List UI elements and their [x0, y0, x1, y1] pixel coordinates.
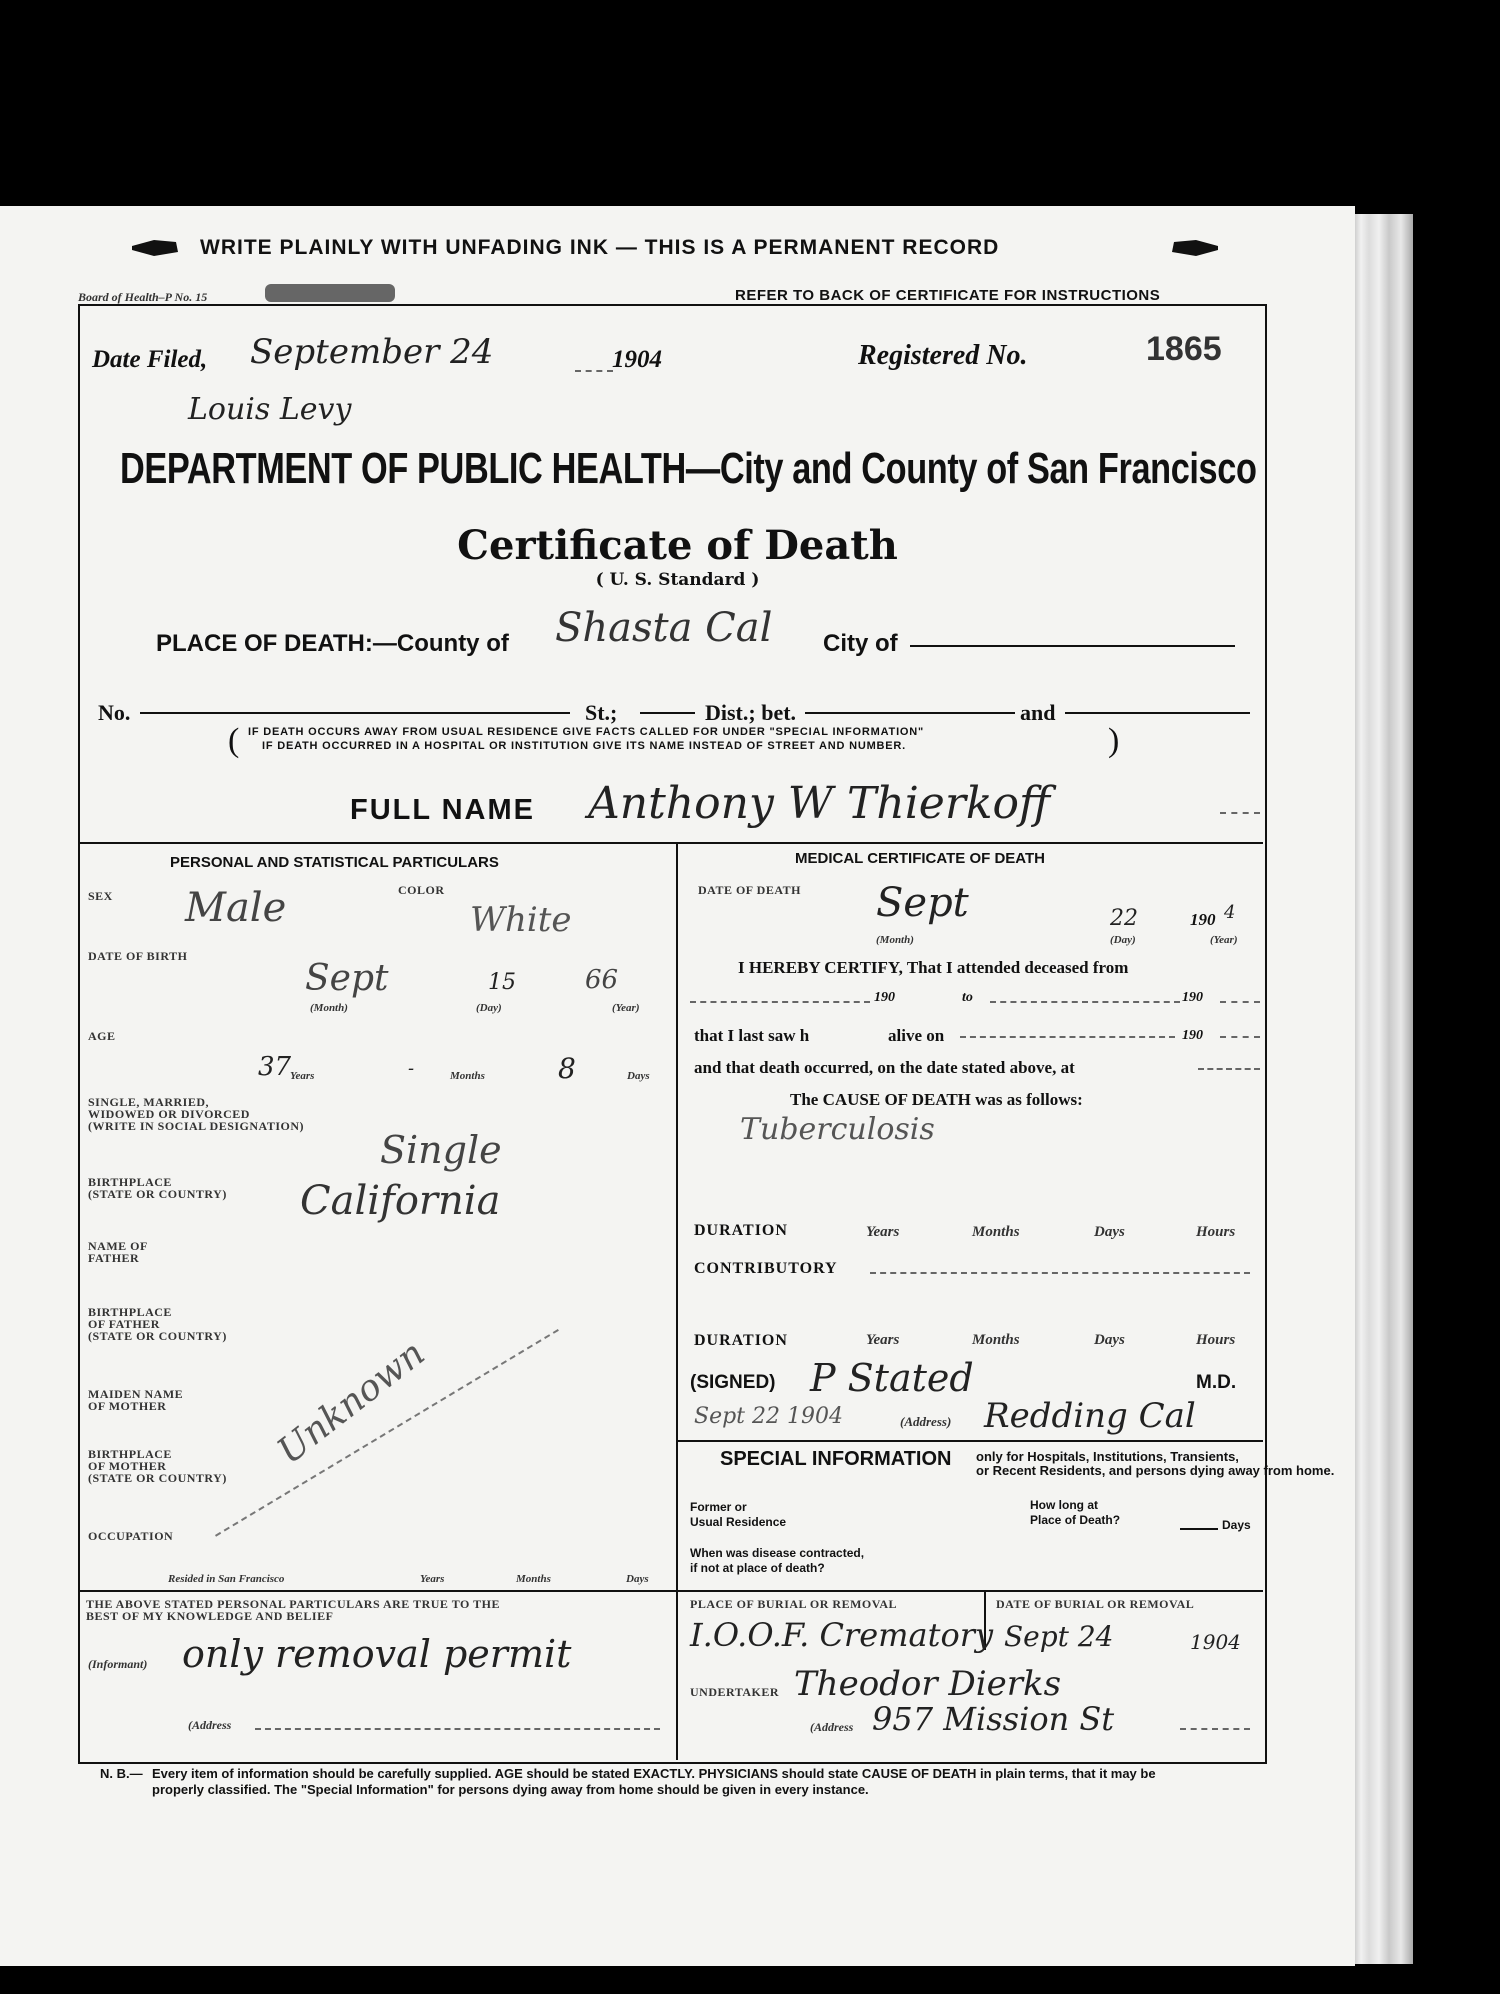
department-title: DEPARTMENT OF PUBLIC HEALTH—City and County of San Francisco	[120, 444, 1257, 493]
paren-open: (	[228, 722, 240, 759]
date-filed-value: September 24	[250, 332, 494, 372]
dob-month-label: (Month)	[310, 1002, 348, 1014]
resided-years-label: Years	[420, 1573, 445, 1585]
death-occurred-text: and that death occurred, on the date stated above, at	[694, 1058, 1075, 1077]
city-of-label: City of	[823, 630, 898, 657]
dod-year-prefix: 190	[1190, 910, 1216, 929]
banner-text: WRITE PLAINLY WITH UNFADING INK — THIS IS A PERMANENT RECORD	[200, 236, 1000, 259]
color-label: COLOR	[398, 883, 445, 897]
physician-address-label: (Address)	[900, 1414, 952, 1429]
duration-hours-2: Hours	[1196, 1332, 1236, 1348]
dod-day-label: (Day)	[1110, 934, 1136, 946]
dod-month-value: Sept	[876, 880, 969, 926]
age-days-value: 8	[558, 1052, 576, 1085]
alive-on-text: alive on	[888, 1026, 945, 1045]
special-info-heading: SPECIAL INFORMATION	[720, 1448, 952, 1470]
birthplace-label: BIRTHPLACE (STATE OR COUNTRY)	[88, 1175, 227, 1201]
marital-label: SINGLE, MARRIED, WIDOWED OR DIVORCED (WRITE IN SOCIAL DESIGNATION)	[88, 1095, 304, 1133]
attended-to-label: to	[962, 990, 973, 1005]
footnote-label: N. B.—	[100, 1766, 143, 1781]
footnote-text: Every item of information should be carefully supplied. AGE should be stated EXACTLY. PHYSICIANS should state CAUSE OF DEATH in plain terms, that it may be properly classified. The "Special Information" for persons dying away from home should be given in every instance.	[152, 1766, 1156, 1797]
signed-date: Sept 22 1904	[694, 1404, 843, 1429]
district-label: Dist.; bet.	[705, 700, 797, 725]
street-no-label: No.	[98, 700, 131, 725]
residence-note-2: IF DEATH OCCURRED IN A HOSPITAL OR INSTITUTION GIVE ITS NAME INSTEAD OF STREET AND NUMBER.	[262, 740, 907, 752]
cause-text: The CAUSE OF DEATH was as follows:	[790, 1090, 1083, 1109]
full-name-value: Anthony W Thierkoff	[588, 778, 1051, 829]
undertaker-address-value: 957 Mission St	[872, 1700, 1115, 1738]
printer-seal-icon	[265, 284, 395, 302]
informant-statement: THE ABOVE STATED PERSONAL PARTICULARS ARE TRUE TO THE BEST OF MY KNOWLEDGE AND BELIEF	[86, 1597, 500, 1623]
duration-months-1: Months	[972, 1224, 1020, 1240]
form-number: Board of Health–P No. 15	[78, 290, 208, 304]
md-label: M.D.	[1196, 1372, 1237, 1393]
how-long-days-label: Days	[1222, 1518, 1251, 1532]
dob-month-value: Sept	[305, 958, 389, 999]
burial-date-label: DATE OF BURIAL OR REMOVAL	[996, 1597, 1195, 1611]
physician-address-value: Redding Cal	[984, 1396, 1196, 1436]
age-label: AGE	[88, 1029, 116, 1043]
undertaker-address-label: (Address	[810, 1720, 854, 1734]
pointing-hand-right-icon	[1170, 236, 1220, 258]
special-info-note: only for Hospitals, Institutions, Transients, or Recent Residents, and persons dying away from home.	[976, 1449, 1335, 1478]
attended-to-year: 190	[1182, 990, 1203, 1005]
signed-value: P Stated	[810, 1356, 974, 1400]
duration-months-2: Months	[972, 1332, 1020, 1348]
dod-label: DATE OF DEATH	[698, 883, 801, 897]
registered-number: 1865	[1146, 330, 1222, 368]
paren-close: )	[1108, 722, 1120, 759]
duration-label-2: DURATION	[694, 1332, 788, 1349]
dob-day-label: (Day)	[476, 1002, 502, 1014]
occupation-label: OCCUPATION	[88, 1529, 174, 1543]
duration-days-2: Days	[1094, 1332, 1125, 1348]
sex-value: Male	[185, 885, 287, 931]
personal-heading: PERSONAL AND STATISTICAL PARTICULARS	[170, 854, 499, 871]
how-long-label: How long at Place of Death?	[1030, 1498, 1121, 1527]
dod-year-value: 4	[1224, 902, 1236, 923]
informant-value: only removal permit	[182, 1632, 572, 1676]
us-standard: ( U. S. Standard )	[595, 570, 760, 590]
dod-year-label: (Year)	[1210, 934, 1238, 946]
dob-day-value: 15	[488, 970, 516, 995]
dob-label: DATE OF BIRTH	[88, 949, 188, 963]
dod-day-value: 22	[1110, 906, 1138, 931]
age-days-label: Days	[627, 1070, 650, 1082]
date-filed-year: 1904	[612, 346, 662, 373]
disease-contracted-label: When was disease contracted, if not at place of death?	[690, 1546, 865, 1575]
medical-heading: MEDICAL CERTIFICATE OF DEATH	[795, 850, 1045, 867]
duration-days-1: Days	[1094, 1224, 1125, 1240]
refer-instructions: REFER TO BACK OF CERTIFICATE FOR INSTRUCTIONS	[735, 287, 1161, 304]
age-months-value: -	[408, 1058, 415, 1079]
undertaker-value: Theodor Dierks	[794, 1664, 1062, 1704]
and-label: and	[1020, 700, 1056, 725]
unknown-value: Unknown	[270, 1332, 433, 1473]
color-value: White	[470, 900, 572, 940]
contributory-label: CONTRIBUTORY	[694, 1260, 838, 1277]
street-label: St.;	[585, 700, 618, 725]
mother-birthplace-label: BIRTHPLACE OF MOTHER (STATE OR COUNTRY)	[88, 1447, 227, 1485]
dob-year-label: (Year)	[612, 1002, 640, 1014]
certificate-title: Certificate of Death	[457, 522, 898, 569]
informant-address-label: (Address	[188, 1718, 232, 1732]
full-name-label: FULL NAME	[350, 794, 536, 826]
age-years-label: Years	[290, 1070, 315, 1082]
dob-year-value: 66	[585, 965, 619, 995]
father-birthplace-label: BIRTHPLACE OF FATHER (STATE OR COUNTRY)	[88, 1305, 227, 1343]
date-filed-label: Date Filed,	[92, 346, 208, 373]
former-residence-label: Former or Usual Residence	[690, 1500, 787, 1529]
certify-text: I HEREBY CERTIFY, That I attended deceased from	[738, 958, 1129, 977]
signed-label: (SIGNED)	[690, 1372, 776, 1393]
age-months-label: Months	[450, 1070, 485, 1082]
registrar-signature: Louis Levy	[188, 392, 352, 427]
book-page-edge	[1355, 214, 1413, 1964]
burial-year-value: 1904	[1190, 1630, 1241, 1654]
mother-name-label: MAIDEN NAME OF MOTHER	[88, 1387, 184, 1413]
burial-place-label: PLACE OF BURIAL OR REMOVAL	[690, 1597, 898, 1611]
last-saw-text: that I last saw h	[694, 1026, 810, 1045]
informant-label: (Informant)	[88, 1657, 148, 1671]
duration-years-2: Years	[866, 1332, 900, 1348]
attended-from-year: 190	[874, 990, 895, 1005]
resided-months-label: Months	[516, 1573, 551, 1585]
registered-label: Registered No.	[858, 340, 1028, 371]
duration-label-1: DURATION	[694, 1222, 788, 1239]
undertaker-label: UNDERTAKER	[690, 1685, 780, 1699]
sex-label: SEX	[88, 889, 113, 903]
father-name-label: NAME OF FATHER	[88, 1239, 148, 1265]
marital-value: Single	[380, 1128, 502, 1172]
duration-hours-1: Hours	[1196, 1224, 1236, 1240]
alive-on-year: 190	[1182, 1028, 1203, 1043]
pointing-hand-left-icon	[130, 236, 180, 258]
resided-days-label: Days	[626, 1573, 649, 1585]
cause-value: Tuberculosis	[740, 1112, 935, 1147]
resided-label: Resided in San Francisco	[168, 1573, 285, 1585]
birthplace-value: California	[300, 1178, 501, 1224]
duration-years-1: Years	[866, 1224, 900, 1240]
place-of-death-label: PLACE OF DEATH:—County of	[156, 630, 509, 657]
burial-place-value: I.O.O.F. Crematory	[690, 1616, 994, 1654]
county-value: Shasta Cal	[555, 605, 773, 651]
burial-date-value: Sept 24	[1004, 1620, 1114, 1653]
age-years-value: 37	[258, 1052, 292, 1082]
residence-note-1: IF DEATH OCCURS AWAY FROM USUAL RESIDENCE GIVE FACTS CALLED FOR UNDER "SPECIAL INFORMATION"	[248, 726, 925, 738]
dod-month-label: (Month)	[876, 934, 914, 946]
